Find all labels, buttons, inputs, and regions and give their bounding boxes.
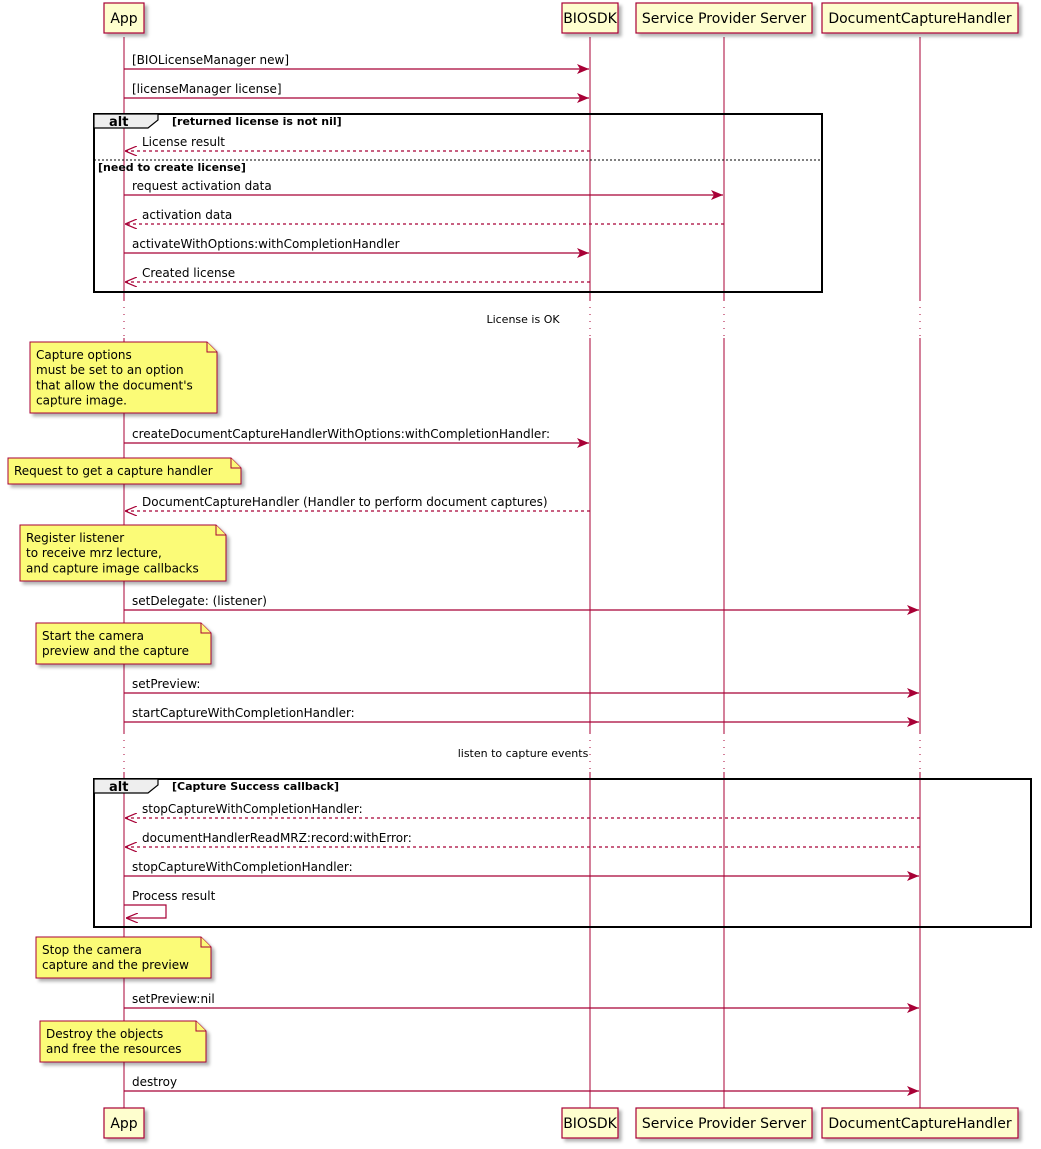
note-fold-3 <box>201 623 211 633</box>
message-arrow-15 <box>124 905 166 918</box>
note-3-line-1: preview and the capture <box>42 644 189 659</box>
note-5-line-1: and free the resources <box>46 1042 182 1057</box>
message-label-16: setPreview:nil <box>132 992 215 1006</box>
delay-label-0: License is OK <box>486 313 560 326</box>
message-label-13: documentHandlerReadMRZ:record:withError: <box>142 831 412 845</box>
alt-frame-else-condition-0: [need to create license] <box>98 161 246 174</box>
message-label-14: stopCaptureWithCompletionHandler: <box>132 860 353 874</box>
note-1-line-0: Request to get a capture handler <box>14 464 213 478</box>
message-label-1: [licenseManager license] <box>132 82 282 96</box>
message-label-3: request activation data <box>132 179 272 193</box>
message-label-17: destroy <box>132 1075 178 1089</box>
participant-label-biosdk-top: BIOSDK <box>563 11 617 27</box>
participant-label-sps-top: Service Provider Server <box>641 11 807 27</box>
note-2-line-0: Register listener <box>26 531 125 545</box>
note-fold-0 <box>207 342 217 352</box>
alt-frame-keyword-0: alt <box>109 115 129 130</box>
note-fold-2 <box>216 525 226 535</box>
alt-frame-condition-0: [returned license is not nil] <box>172 115 342 128</box>
note-0-line-0: Capture options <box>36 348 132 362</box>
note-2-line-1: to receive mrz lecture, <box>26 546 162 561</box>
note-fold-1 <box>231 458 241 468</box>
delay-label-1: listen to capture events <box>457 747 589 760</box>
message-label-8: DocumentCaptureHandler (Handler to perform document captures) <box>142 495 548 509</box>
note-3-line-0: Start the camera <box>42 629 144 643</box>
participant-label-dch-top: DocumentCaptureHandler <box>828 11 1012 27</box>
note-5-line-0: Destroy the objects <box>46 1027 164 1041</box>
alt-frame-keyword-1: alt <box>109 780 129 795</box>
alt-frame-condition-1: [Capture Success callback] <box>172 780 340 793</box>
note-4-line-0: Stop the camera <box>42 943 142 957</box>
note-fold-4 <box>201 937 211 947</box>
message-label-6: Created license <box>142 266 236 280</box>
message-label-5: activateWithOptions:withCompletionHandler <box>132 237 400 251</box>
note-2-line-2: and capture image callbacks <box>26 561 199 576</box>
message-label-4: activation data <box>142 208 233 222</box>
message-label-11: startCaptureWithCompletionHandler: <box>132 706 355 720</box>
message-label-0: [BIOLicenseManager new] <box>132 53 290 67</box>
note-0-line-2: that allow the document's <box>36 378 193 393</box>
participant-label-app-bottom: App <box>110 1116 138 1132</box>
note-0-line-1: must be set to an option <box>36 363 184 378</box>
participant-label-dch-bottom: DocumentCaptureHandler <box>828 1116 1012 1132</box>
participant-label-sps-bottom: Service Provider Server <box>641 1116 807 1132</box>
message-label-7: createDocumentCaptureHandlerWithOptions:withCompletionHandler: <box>132 427 551 441</box>
message-label-15: Process result <box>132 889 216 903</box>
note-fold-5 <box>196 1021 206 1031</box>
note-4-line-1: capture and the preview <box>42 958 189 973</box>
message-label-10: setPreview: <box>132 677 201 691</box>
participant-label-biosdk-bottom: BIOSDK <box>563 1116 617 1132</box>
participant-label-app-top: App <box>110 11 138 27</box>
message-label-2: License result <box>142 135 226 149</box>
note-0-line-3: capture image. <box>36 393 127 408</box>
message-label-12: stopCaptureWithCompletionHandler: <box>142 802 363 816</box>
message-label-9: setDelegate: (listener) <box>132 594 267 608</box>
